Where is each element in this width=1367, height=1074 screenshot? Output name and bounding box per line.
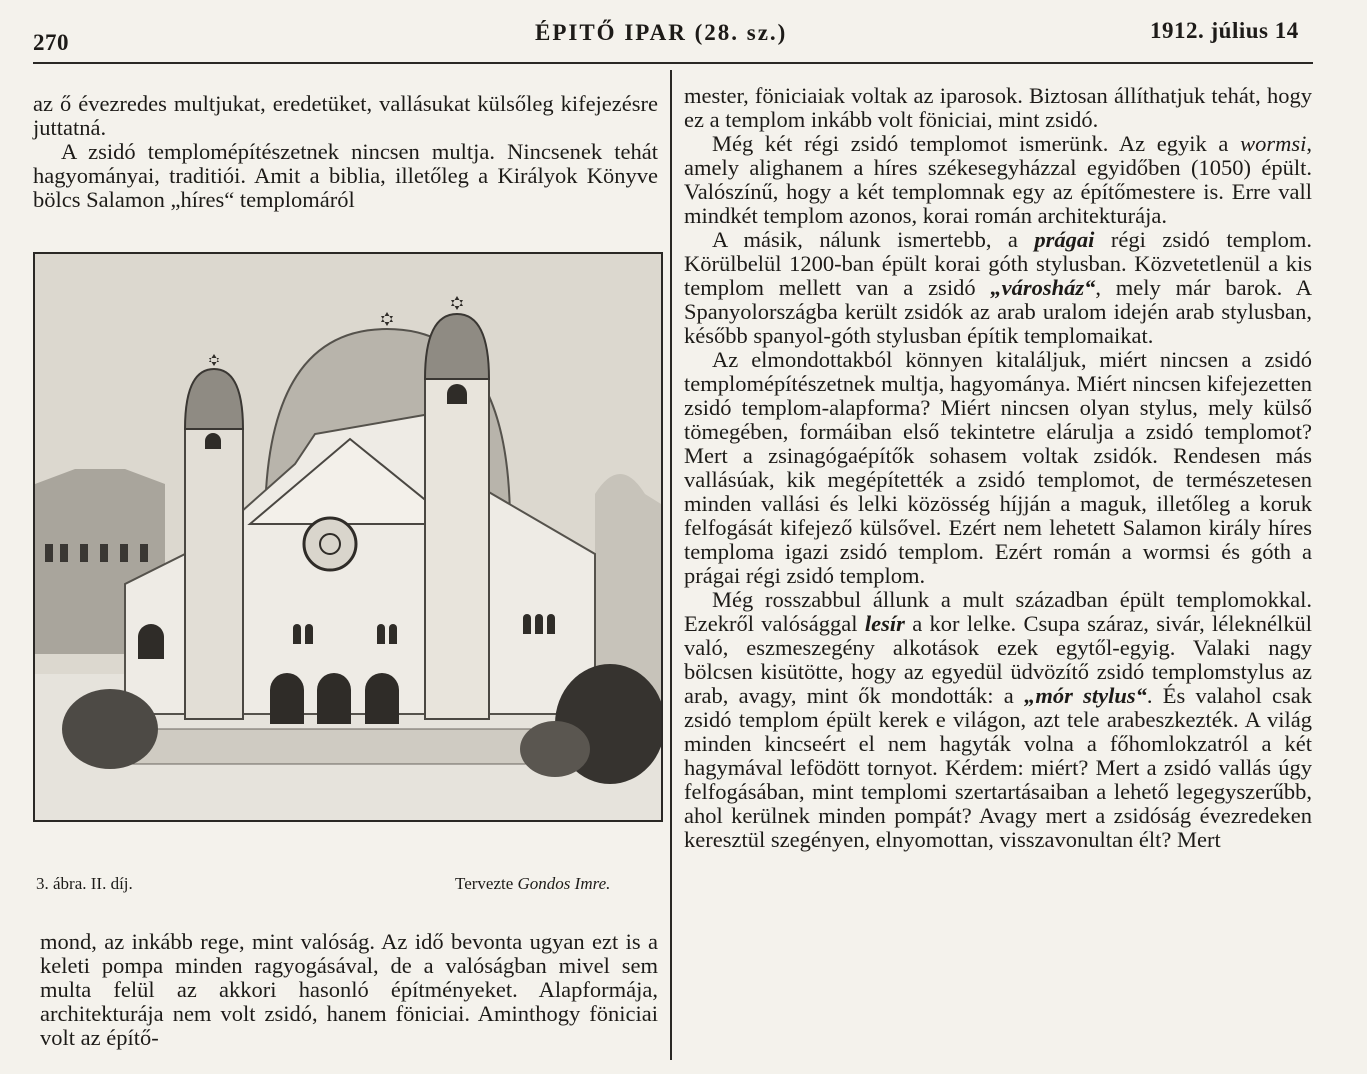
figure-caption-credit: [455, 874, 610, 894]
left-column-bottom: [40, 930, 658, 1050]
paragraph: Még rosszabbul állunk a mult században épült templomokkal. Ezekről valósággal lesír a kor lelke. Csupa száraz, sivár, léleknélkül való, eszmeszegény alkotások ezek egytől-egyig. Valaki nagy bölcsen kisütötte, hogy az egyedül üdvözítő zsidó templomstylus az arab, avagy, mint ők mondották: a „mór stylus“. És valahol csak zsidó templom épült kerek e világon, azt tele arabeszkezték. A világ minden kincseért el nem hagyták volna a főhomlokzatról a két hagymával lefödött tornyot. Kérdem: miért? Mert a zsidó vallás úgy felfogásában, mint templomi szertartásaiban a lehető legegyszerűbb, ahol kerülnek minden pompát? Avagy mert a zsidóság évezredeken keresztül szegényen, elnyomottan, visszavonultan élt? Mert: [684, 587, 1312, 852]
paragraph: mond, az inkább rege, mint valóság. Az idő bevonta ugyan ezt is a keleti pompa minden ragyogásával, de a valóságban mivel sem multa felül az akkori hasonló építményeket. Alapformája, architekturája nem volt zsidó, hanem föniciai. Aminthogy föniciai volt az építő-: [40, 929, 658, 1050]
credit-author: Gondos Imre.: [517, 874, 611, 893]
paragraph: mester, föniciaiak voltak az iparosok. Biztosan állíthatjuk tehát, hogy ez a templom inkább volt föniciai, mint zsidó.: [684, 83, 1312, 132]
issue-date: 1912. július 14: [1150, 18, 1299, 43]
synagogue-drawing: [35, 254, 661, 820]
paragraph: Az elmondottakból könnyen kitaláljuk, miért nincsen a zsidó templomépítészetnek multja, hagyománya. Miért nincsen kifejezetten zsidó templom-alapforma? Miért nincsen olyan stylus, mely külső tömegében, formáiban első tekintetre elárulja a zsidó templomot? Mert a zsinagógaépítők sohasem voltak zsidók. Rendesen más vallásúak, kik megépítették a zsidó templomot, de természetesen minden vallási és lelki közösség híjján a maguk, illetőleg a koruk felfogását kifejező külsővel. Ezért nem lehetett Salamon király híres temploma igazi zsidó templom. Ezért román a wormsi és góth a prágai régi zsidó templom.: [684, 347, 1312, 588]
page-number: 270: [33, 30, 69, 55]
paragraph: Még két régi zsidó templomot ismerünk. Az egyik a wormsi, amely alighanem a híres székesegyházzal egyidőben (1050) épült. Valószínű, hogy a két templomnak egy az építőmestere is. Erre vall mindkét templom azonos, korai román architekturája.: [684, 131, 1312, 228]
credit-prefix: Tervezte: [455, 874, 518, 893]
right-column: [684, 84, 1312, 852]
left-column-top: [33, 92, 658, 212]
synagogue-illustration: [33, 252, 663, 822]
paragraph: A másik, nálunk ismertebb, a prágai régi zsidó templom. Körülbelül 1200-ban épült korai góth stylusban. Közvetetlenül a kis templom mellett van a zsidó „városház“, mely már barok. A Spanyolországba került zsidók az arab uralom idején arab stylusban, később spanyol-góth stylusban építik templomaikat.: [684, 227, 1313, 348]
journal-title: ÉPITŐ IPAR (28. sz.): [535, 20, 788, 45]
paragraph: A zsidó templomépítészetnek nincsen multja. Nincsenek tehát hagyományai, traditiói. Amit a biblia, illetőleg a Királyok Könyve bölcs Salamon „híres“ templomáról: [33, 139, 658, 212]
header-rule: [33, 62, 1313, 64]
paragraph: az ő évezredes multjukat, eredetüket, vallásukat külsőleg kifejezésre juttatná.: [33, 91, 658, 140]
column-divider: [670, 70, 672, 1060]
figure-caption-label: 3. ábra. II. díj.: [36, 874, 133, 893]
